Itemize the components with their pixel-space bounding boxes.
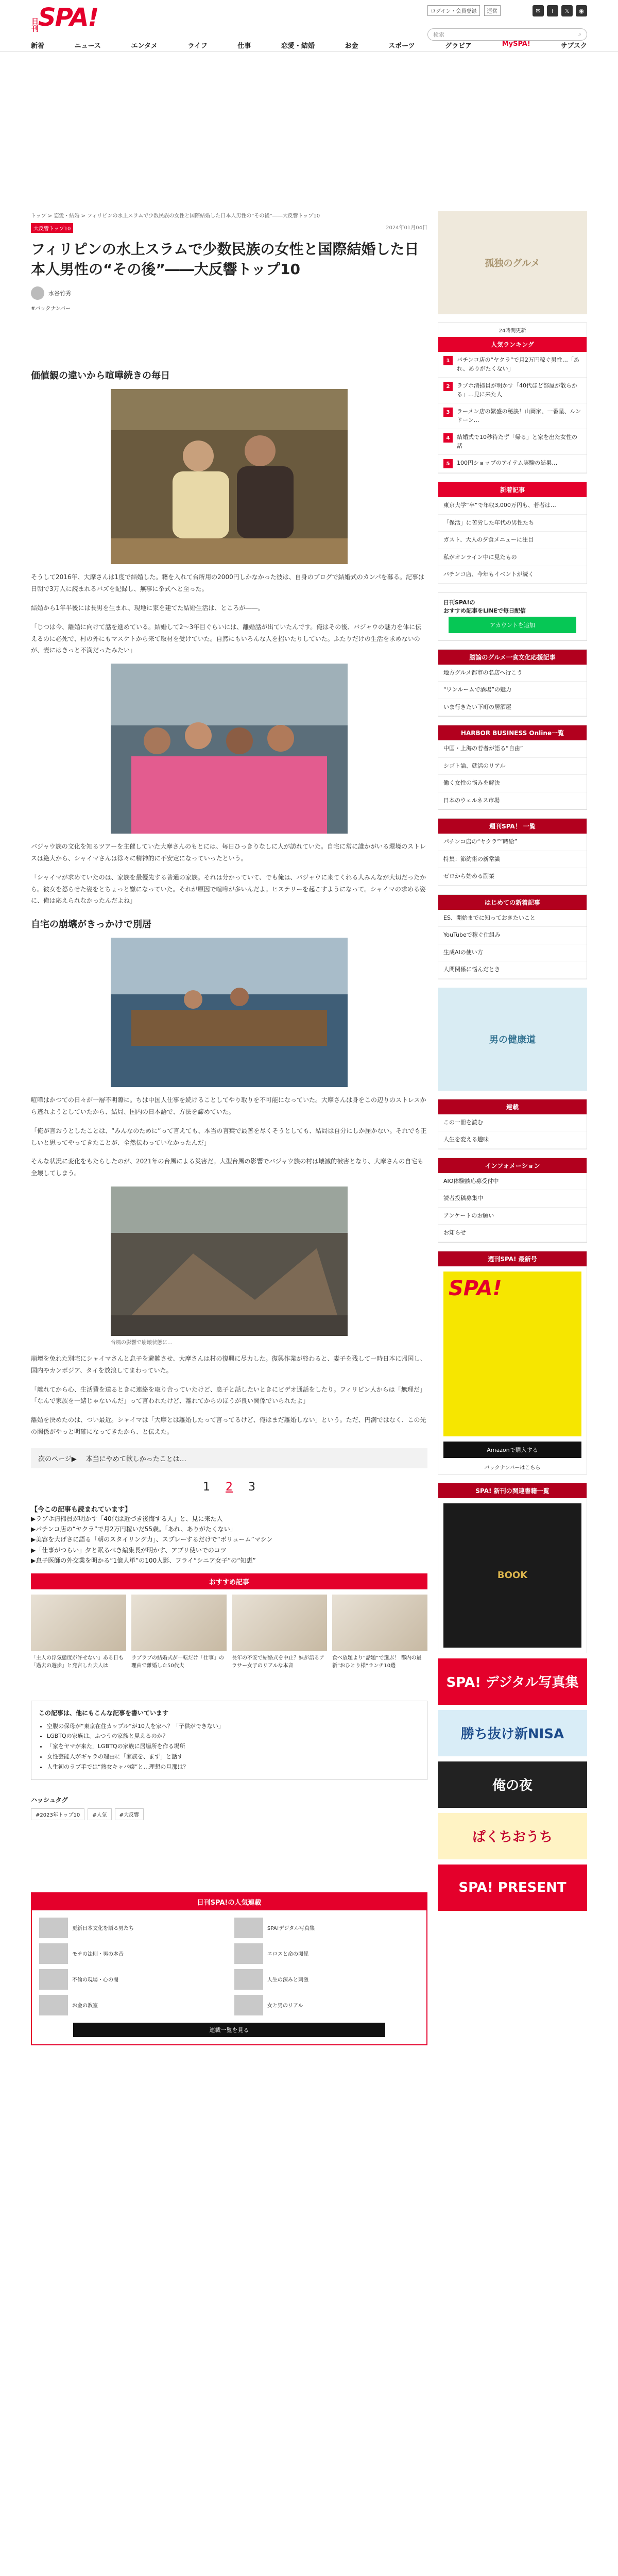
ranking-title[interactable]: ラブホ清掃員が明かす「40代ほど部屋が散らかる」…見に来た人 — [457, 382, 577, 398]
card-title[interactable]: ラブラブの結婚式が一転だけ「仕事」の理由で離婚した50代夫 — [131, 1655, 224, 1669]
author-avatar — [31, 286, 44, 300]
nav-new[interactable]: 新着 — [31, 42, 45, 50]
ranking-tab[interactable]: 24時間更新 — [499, 328, 526, 334]
gourmet-box — [438, 649, 587, 717]
related-link[interactable]: ▶ラブホ清掃員が明かす「40代は近づき後悔する人」と、見に来た人 — [31, 1515, 223, 1522]
info-item[interactable]: アンケートのお願い — [438, 1208, 587, 1225]
serial-thumb — [234, 1995, 263, 2015]
hashtag[interactable]: #2023年トップ10 — [31, 1808, 84, 1820]
rss-icon[interactable]: ◉ — [576, 5, 587, 16]
serial-item[interactable] — [39, 1995, 224, 2015]
banner-present[interactable]: SPA! PRESENT — [438, 1865, 587, 1911]
recommend-card[interactable] — [131, 1595, 227, 1670]
search-icon[interactable]: ⌕ — [578, 31, 581, 38]
new-item[interactable]: ガスト、大人の夕食メニューに注目 — [438, 532, 587, 549]
info-item[interactable]: AIO体験談応募受付中 — [438, 1173, 587, 1191]
social-icons — [533, 5, 587, 16]
serial-title[interactable]: SPA!デジタル写真集 — [267, 1926, 315, 1932]
author-name[interactable]: 水谷竹秀 — [48, 290, 71, 297]
nav-money[interactable]: お金 — [345, 42, 358, 50]
ranking-item[interactable]: 4 結婚式で10秒待たず「帰る」と家を出た女性の話 — [438, 429, 587, 455]
serial-section — [31, 1892, 427, 2045]
serial-item[interactable] — [39, 1969, 224, 1990]
photo-boat — [111, 938, 348, 1087]
ad2-label: 男の健康道 — [489, 1034, 536, 1045]
paragraph: 喧嘩はかつての日々が一層不明瞭に。ちは中国人仕事を続けることしてやり取りを不可能になっていた。大摩さんは身をこの辺りのストレスから逃れようとしていたから、結局、国内の日本語で、方法を諦めていた。 — [31, 1096, 426, 1115]
sub-item[interactable]: 人生を変える趣味 — [438, 1131, 587, 1149]
nav-news[interactable]: ニュース — [74, 42, 101, 50]
new-item[interactable]: 東京大学“卒”で年収3,000万円も、若者は… — [438, 497, 587, 515]
sub-heading: 連載 — [438, 1099, 587, 1114]
related-link[interactable]: ▶パチンコ店の“ヤクラ”で月2万円稼いだ55歳。「あれ、ありがたくない」 — [31, 1526, 236, 1533]
next-page-label[interactable]: 次のページ▶ — [38, 1455, 77, 1463]
new-articles-box — [438, 482, 587, 584]
paragraph: 崩壊を免れた別宅にシャイマさんと息子を避難させ、大摩さんは村の復興に尽力した。復興作業が終わると、妻子を残して一時日本に帰国し、国内やカンボジア、タイを放浪してまわっていた。 — [31, 1354, 426, 1374]
card-image — [332, 1595, 427, 1651]
ranking-item[interactable]: 1 パチンコ店の“ヤクラ”で月2万円稼ぐ男性…「あれ、ありがたくない」 — [438, 352, 587, 378]
readbox-link[interactable]: • 女性芸能人がギャラの理由に「家族を、まず」と話す — [47, 1752, 420, 1762]
readbox-link[interactable]: • 人生初のラブ手では“熟女キャバ嬢”と…理想の旦那は？ — [47, 1762, 420, 1772]
sidebar — [438, 52, 587, 1911]
readbox-link[interactable]: • 空腹の保母が“東京在住カップル”が10人を家へ？「子供ができない」 — [47, 1721, 420, 1732]
new-item[interactable]: 「保活」に苦労した年代の男性たち — [438, 515, 587, 532]
logo-small-text: 日刊 — [30, 18, 39, 32]
card-image — [232, 1595, 327, 1651]
nav-subsc[interactable]: サブスク — [560, 42, 587, 50]
serial-item[interactable] — [234, 1943, 419, 1964]
pagination — [31, 1481, 427, 1494]
paragraph: 「俺が言おうとしたことは、“みんなのために”って言えても、本当の言葉で最善を尽くそうとしても、結局は自分にしか届かない。それでも正しいと思ってやってきたことが、全然伝わっていなかったんだ」 — [31, 1127, 427, 1146]
serial-item[interactable] — [39, 1943, 224, 1964]
hajimete-item[interactable]: YouTubeで稼ぐ仕組み — [438, 927, 587, 944]
info-item[interactable]: 読者投稿募集中 — [438, 1190, 587, 1208]
serial-item[interactable] — [234, 1995, 419, 2015]
facebook-icon[interactable]: f — [547, 5, 558, 16]
login-button[interactable]: ログイン・会員登録 — [427, 5, 480, 16]
back-number-link[interactable]: バックナンバーはこちら — [484, 1465, 541, 1471]
card-image — [131, 1595, 227, 1651]
related-articles — [31, 1504, 427, 1566]
search-placeholder: 検索 — [433, 31, 444, 38]
breadcrumb[interactable]: トップ > 恋愛・結婚 > フィリピンの水上スラムで少数民族の女性と国際結婚した日本人男性の“その後”――大反響トップ10 — [31, 213, 320, 219]
paragraph: 「シャイマが求めていたのは、家族を最優先する普通の家族。それは分かっていて、でも俺は、バジャウに来てくれる人みんなが大切だったから。彼女を怒らせた姿をとちょっと嫌になっていた。それが原因で喧嘩が多いんだよ。ヒステリーを起こすようになって。シャイマの求める姿に、俺は応えられなかったんだよね」 — [31, 873, 426, 905]
harbor-item[interactable]: 日本のウェルネス市場 — [438, 792, 587, 810]
paragraph: 「じつは今、離婚に向けて話を進めている。結婚して2〜3年目ぐらいには、離婚話が出ていたんです。俺はその後、バジャウの魅力を体に伝えるのに必死で、村の外にもマスケトから来て取材を受けていた。自然にもいろんな人を招いたりしていた。ふたりだけの生活を求めないのが、妻にはきっと不満だったみたい」 — [31, 623, 422, 654]
related-link[interactable]: ▶「仕事がつらい」夕と眠るべき編集長が明かす、アプリ使いでのコツ — [31, 1546, 227, 1554]
photo-couple — [111, 389, 348, 564]
hashtag-heading: ハッシュタグ — [31, 1796, 68, 1804]
serial-thumb — [39, 1995, 68, 2015]
nav-sports[interactable]: スポーツ — [388, 42, 415, 50]
hashtag[interactable]: #大反響 — [115, 1808, 144, 1820]
hajimete-item[interactable]: ES、開始までに知っておきたいこと — [438, 910, 587, 927]
serial-title[interactable]: モテの法則・男の本音 — [72, 1952, 124, 1958]
serial-title[interactable]: 人生の深みと刺激 — [267, 1977, 308, 1984]
serial-thumb — [234, 1943, 263, 1964]
nav-life[interactable]: ライフ — [187, 42, 208, 50]
serial-title[interactable]: エロスと命の関係 — [267, 1952, 308, 1958]
serial-title[interactable]: 女と男のリアル — [267, 2003, 303, 2009]
nav-love[interactable]: 恋愛・結婚 — [281, 42, 315, 50]
ranking-heading: 人気ランキング — [438, 337, 587, 352]
buy-amazon-button[interactable]: Amazonで購入する — [443, 1442, 581, 1458]
weekly-box — [438, 818, 587, 886]
new-item[interactable]: 私がオンライン中に見たもの — [438, 549, 587, 567]
mail-icon[interactable]: ✉ — [533, 5, 544, 16]
twitter-icon[interactable]: 𝕏 — [561, 5, 573, 16]
readbox-title: この記事は、他にもこんな記事を書いています — [39, 1709, 169, 1717]
serial-title[interactable]: 更新日本文化を語る男たち — [72, 1926, 134, 1932]
gourmet-item[interactable]: “ワンルームで酒場”の魅力 — [438, 682, 587, 699]
serial-thumb — [234, 1918, 263, 1938]
related-heading: 【今この記事も読まれています】 — [31, 1505, 132, 1514]
serial-title[interactable]: 不倫の現場・心の闇 — [72, 1977, 118, 1984]
recommend-card[interactable] — [232, 1595, 327, 1670]
weekly-heading: 週刊SPA！ 一覧 — [438, 819, 587, 834]
category-badge[interactable]: 大反響トップ10 — [31, 223, 73, 233]
hajimete-item[interactable]: 人間関係に悩んだとき — [438, 961, 587, 979]
serial-heading: 日刊SPA!の人気連載 — [32, 1893, 426, 1910]
author-tag[interactable]: #バックナンバー — [31, 306, 71, 312]
author-other-articles — [31, 1701, 427, 1780]
line-box — [438, 592, 587, 641]
ranking-title[interactable]: ラーメン店の繁盛の秘訣！山岡家、一番星、ルンドーン… — [457, 408, 581, 423]
main-nav — [31, 40, 587, 50]
ranking-box — [438, 323, 587, 473]
banner-nisa[interactable]: 勝ち抜け新NISA — [438, 1710, 587, 1756]
header-utilities — [427, 5, 587, 41]
card-title[interactable]: 食べ放題より“話題”で選ぶ！ 都内の最新“おひとり様”ランチ10選 — [332, 1655, 422, 1669]
sub-box — [438, 1099, 587, 1149]
recommend-card[interactable] — [31, 1595, 126, 1670]
weekly-item[interactable]: 特集：節約術の新常識 — [438, 851, 587, 869]
new-item[interactable]: パチンコ店、今年もイベントが続く — [438, 566, 587, 584]
next-page-text[interactable]: 本当にやめて欲しかったことは… — [85, 1455, 186, 1463]
info-item[interactable]: お知らせ — [438, 1225, 587, 1242]
card-title[interactable]: 長年の不安で結婚式を中止？妹が語るアラサー女子のリアルな本音 — [232, 1655, 324, 1669]
page-2[interactable]: 2 — [226, 1480, 233, 1494]
readbox-link[interactable]: • 「家をヤマが来た」LGBTQの家族に居場所を作る場所 — [47, 1741, 420, 1752]
readbox-link[interactable]: • LGBTQの家族は、ふつうの家族と見えるのか？ — [47, 1731, 420, 1741]
card-image — [31, 1595, 126, 1651]
recommend-cards — [31, 1595, 427, 1670]
gourmet-heading: 脳論のグルメ一食文化応援記事 — [438, 650, 587, 665]
page-3[interactable]: 3 — [248, 1480, 255, 1494]
sub-item[interactable]: この一冊を読む — [438, 1114, 587, 1132]
ranking-item[interactable]: 5 100円ショップのアイテム実験の結果… — [438, 455, 587, 473]
site-logo[interactable] — [30, 3, 98, 32]
banner-ore-no-yoru[interactable]: 俺の夜 — [438, 1761, 587, 1808]
serial-grid — [32, 1910, 426, 2023]
harbor-item[interactable]: 働く女性の悩みを解決 — [438, 775, 587, 792]
gourmet-item[interactable]: 地方グルメ都市の名店へ行こう — [438, 665, 587, 682]
info-box — [438, 1158, 587, 1243]
latest-issue-heading: 週刊SPA! 最新号 — [438, 1251, 587, 1266]
next-page-box[interactable] — [31, 1448, 427, 1468]
paragraph: 結婚から1年半後には長男を生まれ、現地に家を建てた結婚生活は、ところが――。 — [31, 604, 264, 612]
paragraph: バジャウ族の文化を知るツアーを主催していた大摩さんのもとには、毎日ひっきりなしに人が訪れていた。自宅に常に誰かがいる環境のストレスは絶大から、シャイマさんは徐々に精神的に不安定になっていったという。 — [31, 843, 426, 862]
books-heading: SPA! 新刊の関連書籍一覧 — [438, 1483, 587, 1498]
search-input[interactable] — [427, 28, 587, 41]
logo-main-text: SPA! — [38, 3, 98, 32]
section-heading-2: 自宅の崩壊がきっかけで別居 — [31, 919, 151, 930]
article-main — [31, 52, 427, 2045]
nav-gravure[interactable]: グラビア — [445, 42, 472, 50]
serial-thumb — [39, 1943, 68, 1964]
banner-photobook[interactable]: SPA! デジタル写真集 — [438, 1658, 587, 1705]
weekly-item[interactable]: パチンコ店の“ヤクラ”“時給” — [438, 834, 587, 851]
hashtag[interactable]: #人気 — [88, 1808, 111, 1820]
paragraph: そんな状況に変化をもたらしたのが、2021年の台風による災害だ。大型台風の影響でバジャウ族の村は壊滅的被害となり、大摩さんの自宅も全壊してしまう。 — [31, 1158, 424, 1177]
hajimete-box — [438, 894, 587, 979]
paragraph: 離婚を決めたのは、つい最近。シャイマは「大摩とは離婚したって言ってるけど、俺はまだ離婚しない」という。ただ、円満ではなく、この先の関係がやっと明確になってきたから、と伝えた。 — [31, 1416, 426, 1435]
gourmet-item[interactable]: いま行きたい下町の居酒屋 — [438, 699, 587, 717]
publish-date: 2024年01月04日 — [386, 225, 427, 231]
ranking-item[interactable]: 3 ラーメン店の繁盛の秘訣！山岡家、一番星、ルンドーン… — [438, 403, 587, 429]
author-row[interactable] — [31, 286, 427, 300]
related-link[interactable]: ▶息子医師の外交業を明かる“1億人単”の100人影、フライ“シニア女子”の“知恵” — [31, 1557, 256, 1565]
article-title: フィリピンの水上スラムで少数民族の女性と国際結婚した日本人男性の“その後”――大反響トップ10 — [31, 241, 419, 278]
serial-item[interactable] — [234, 1918, 419, 1938]
harbor-heading: HARBOR BUSINESS Online一覧 — [438, 725, 587, 740]
operator-link[interactable]: 運営 — [484, 5, 501, 16]
recommend-card[interactable] — [332, 1595, 427, 1670]
serial-title[interactable]: お金の教室 — [72, 2003, 98, 2009]
ad-label: 孤独のグルメ — [485, 258, 540, 269]
weekly-item[interactable]: ゼロから始める副業 — [438, 868, 587, 886]
recommend-heading: おすすめ記事 — [31, 1573, 427, 1589]
harbor-box — [438, 725, 587, 810]
harbor-item[interactable]: 中国・上海の若者が語る“自由” — [438, 740, 587, 758]
books-box — [438, 1483, 587, 1653]
serial-item[interactable] — [234, 1969, 419, 1990]
new-heading: 新着記事 — [438, 482, 587, 497]
ranking-title[interactable]: 結婚式で10秒待たず「帰る」と家を出た女性の話 — [457, 434, 577, 449]
harbor-item[interactable]: シゴト論、就活のリアル — [438, 758, 587, 775]
latest-issue-box — [438, 1251, 587, 1475]
banner-pakuchi[interactable]: ぱくちおうち — [438, 1813, 587, 1859]
nav-entame[interactable]: エンタメ — [131, 42, 158, 50]
magazine-cover[interactable] — [443, 1272, 581, 1436]
nav-myspa[interactable]: MySPA! — [502, 40, 530, 48]
related-link[interactable]: ▶美容を大げさに語る「朝のスタイリング力」、スプレーするだけで“ボリューム”マシン — [31, 1536, 273, 1544]
cover-title: SPA! — [449, 1276, 502, 1300]
serial-item[interactable] — [39, 1918, 224, 1938]
book-ad[interactable]: BOOK — [443, 1503, 581, 1648]
photo-destroyed-house — [111, 1187, 348, 1336]
section-heading-1: 価値観の違いから喧嘩続きの毎日 — [31, 370, 170, 382]
page-1[interactable]: 1 — [203, 1480, 210, 1494]
hashtag-list — [31, 1808, 427, 1820]
line-add-button[interactable]: アカウントを追加 — [449, 617, 576, 633]
sidebar-ad-2[interactable] — [438, 988, 587, 1091]
ranking-title[interactable]: パチンコ店の“ヤクラ”で月2万円稼ぐ男性…「あれ、ありがたくない」 — [457, 357, 579, 372]
ranking-title[interactable]: 100円ショップのアイテム実験の結果… — [457, 460, 558, 466]
photo-caption: 台風の影響で崩壊状態に… — [111, 1340, 173, 1346]
nav-work[interactable]: 仕事 — [237, 42, 251, 50]
hajimete-item[interactable]: 生成AIの使い方 — [438, 944, 587, 962]
paragraph: そうして2016年、大摩さんは1度で結婚した。籍を入れて台所用の2000円しかなかった彼は、自身のブログで結婚式のカンパを募る。記事は日朝で3万人に読まれるバズを記録し、無事に挙式へと至った。 — [31, 573, 424, 593]
paragraph: 「離れてから心、生活費を送るときに連絡を取り合っていたけど、息子と話したいときにビデオ通話をしたり。フィリピン人からは「無理だ」「なんで家族を一緒じゃないんだ」って言われたけど、離れてからのほうが良い関係でいられたよ」 — [31, 1385, 426, 1405]
site-header — [0, 0, 618, 52]
serial-more-button[interactable]: 連載一覧を見る — [73, 2023, 385, 2037]
hajimete-heading: はじめての新着記事 — [438, 895, 587, 910]
serial-thumb — [39, 1918, 68, 1938]
serial-thumb — [39, 1969, 68, 1990]
sidebar-ad[interactable] — [438, 211, 587, 314]
line-text: 日刊SPA!の おすすめ記事をLINEで毎日配信 — [443, 599, 526, 614]
photo-family — [111, 664, 348, 834]
info-heading: インフォメーション — [438, 1158, 587, 1173]
ranking-item[interactable]: 2 ラブホ清掃員が明かす「40代ほど部屋が散らかる」…見に来た人 — [438, 378, 587, 403]
serial-thumb — [234, 1969, 263, 1990]
card-title[interactable]: 「主人の浮気態度が許せない」ある日も「過去の遊歩」と発言した夫人は — [31, 1655, 124, 1669]
